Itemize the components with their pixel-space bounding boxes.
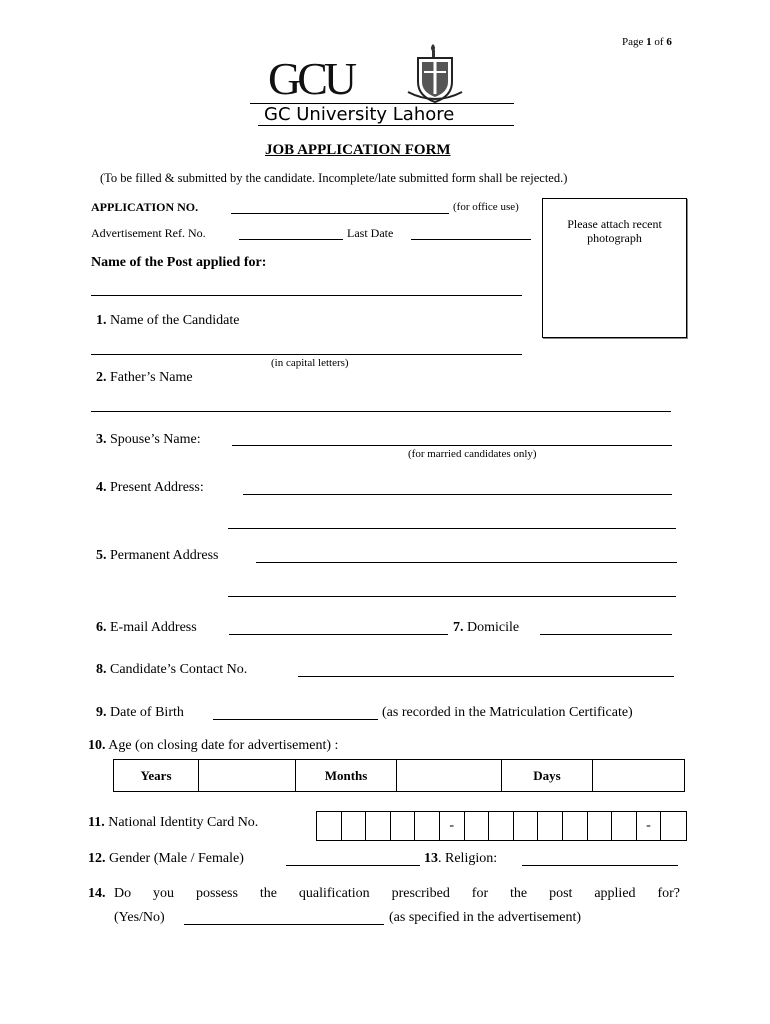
q11-number: 11. <box>88 815 105 830</box>
q3-number: 3. <box>96 432 107 447</box>
dob-label <box>96 705 184 721</box>
religion-field[interactable] <box>522 865 678 866</box>
cnic-digit-3[interactable] <box>366 812 391 840</box>
qualification-yesno-field[interactable] <box>184 924 384 925</box>
age-years-header: Years <box>114 760 199 792</box>
cnic-dash-2: - <box>637 812 662 840</box>
age-days-header: Days <box>502 760 593 792</box>
page-number <box>622 36 672 48</box>
religion-label <box>424 851 497 867</box>
page-total: 6 <box>666 36 672 48</box>
q9-text: Date of Birth <box>110 705 184 720</box>
capital-letters-note: (in capital letters) <box>271 357 349 369</box>
q4-number: 4. <box>96 480 107 495</box>
photo-note-2: photograph <box>587 231 642 245</box>
cnic-digit-11[interactable] <box>588 812 613 840</box>
cnic-digit-2[interactable] <box>342 812 367 840</box>
last-date-field[interactable] <box>411 239 531 240</box>
present-address-field-1[interactable] <box>243 494 672 495</box>
page-current: 1 <box>646 36 652 48</box>
permanent-address-label <box>96 548 218 564</box>
cnic-digit-8[interactable] <box>514 812 539 840</box>
cnic-digit-13[interactable] <box>661 812 686 840</box>
q6-text: E-mail Address <box>110 620 197 635</box>
age-months-field[interactable] <box>397 760 502 792</box>
logo-rule-bottom <box>258 125 514 126</box>
q11-text: National Identity Card No. <box>108 815 259 830</box>
cnic-digit-1[interactable] <box>317 812 342 840</box>
cnic-digit-9[interactable] <box>538 812 563 840</box>
email-label <box>96 620 197 636</box>
father-name-label <box>96 370 193 386</box>
spouse-name-label <box>96 432 201 448</box>
page-label: Page <box>622 36 644 48</box>
q7-number: 7. <box>453 620 464 635</box>
gender-field[interactable] <box>286 865 420 866</box>
candidate-name-label <box>96 313 239 329</box>
contact-no-label <box>96 662 247 678</box>
q6-number: 6. <box>96 620 107 635</box>
q7-text: Domicile <box>467 620 520 635</box>
cnic-digit-6[interactable] <box>465 812 490 840</box>
q1-number: 1. <box>96 313 107 328</box>
q4-text: Present Address: <box>110 480 204 495</box>
q12-text: Gender (Male / Female) <box>109 851 244 866</box>
q9-number: 9. <box>96 705 107 720</box>
last-date-label: Last Date <box>347 226 394 240</box>
q8-number: 8. <box>96 662 107 677</box>
cnic-boxes <box>316 811 687 841</box>
present-address-label <box>96 480 204 496</box>
office-use-note: (for office use) <box>453 201 519 213</box>
q13-number: 13 <box>424 851 438 866</box>
q5-text: Permanent Address <box>110 548 219 563</box>
q2-text: Father’s Name <box>110 370 193 385</box>
adv-ref-field[interactable] <box>239 239 343 240</box>
age-table <box>113 759 685 792</box>
qualification-yesno-label: (Yes/No) <box>114 910 165 925</box>
university-name: GC University Lahore <box>264 104 455 125</box>
q3-text: Spouse’s Name: <box>110 432 201 447</box>
dob-note: (as recorded in the Matriculation Certificate) <box>382 705 633 720</box>
candidate-name-field[interactable] <box>91 354 522 355</box>
domicile-field[interactable] <box>540 634 672 635</box>
cnic-digit-5[interactable] <box>415 812 440 840</box>
domicile-label <box>453 620 519 636</box>
application-no-label: APPLICATION NO. <box>91 200 199 214</box>
cnic-digit-4[interactable] <box>391 812 416 840</box>
cnic-label <box>88 815 258 831</box>
adv-ref-label: Advertisement Ref. No. <box>91 226 206 240</box>
contact-no-field[interactable] <box>298 676 674 677</box>
dob-field[interactable] <box>213 719 378 720</box>
post-applied-label: Name of the Post applied for: <box>91 255 267 270</box>
photo-box[interactable] <box>542 198 687 338</box>
age-days-field[interactable] <box>593 760 685 792</box>
cnic-digit-12[interactable] <box>612 812 637 840</box>
form-title: JOB APPLICATION FORM <box>265 142 451 158</box>
gender-label <box>88 851 244 867</box>
cnic-dash-1: - <box>440 812 465 840</box>
q10-text: Age (on closing date for advertisement) : <box>108 738 339 753</box>
application-no-field[interactable] <box>231 213 449 214</box>
q13-text: . Religion: <box>438 851 498 866</box>
email-field[interactable] <box>229 634 448 635</box>
q12-number: 12. <box>88 851 106 866</box>
gcu-logo-text: GCU <box>268 53 354 104</box>
q14-text: Do you possess the qualification prescribed for the post applied for? <box>114 886 680 901</box>
permanent-address-field-2[interactable] <box>228 596 676 597</box>
qualification-note: (as specified in the advertisement) <box>389 910 582 925</box>
cnic-digit-10[interactable] <box>563 812 588 840</box>
q2-number: 2. <box>96 370 107 385</box>
university-logo <box>250 42 520 126</box>
qualification-label <box>88 886 680 902</box>
age-years-field[interactable] <box>199 760 296 792</box>
q5-number: 5. <box>96 548 107 563</box>
permanent-address-field-1[interactable] <box>256 562 677 563</box>
spouse-name-field[interactable] <box>232 445 672 446</box>
q8-text: Candidate’s Contact No. <box>110 662 248 677</box>
married-only-note: (for married candidates only) <box>408 448 537 460</box>
photo-note-1: Please attach recent <box>567 217 662 231</box>
form-subtitle: (To be filled & submitted by the candidate. Incomplete/late submitted form shall be rejected.) <box>100 171 568 185</box>
cnic-digit-7[interactable] <box>489 812 514 840</box>
age-label <box>88 738 338 754</box>
present-address-field-2[interactable] <box>228 528 676 529</box>
q10-number: 10. <box>88 738 106 753</box>
age-months-header: Months <box>296 760 397 792</box>
page-of: of <box>654 36 664 48</box>
q14-number: 14. <box>88 886 106 901</box>
post-applied-field[interactable] <box>91 295 522 296</box>
father-name-field[interactable] <box>91 411 671 412</box>
crest-icon <box>400 42 470 104</box>
q1-text: Name of the Candidate <box>110 313 240 328</box>
